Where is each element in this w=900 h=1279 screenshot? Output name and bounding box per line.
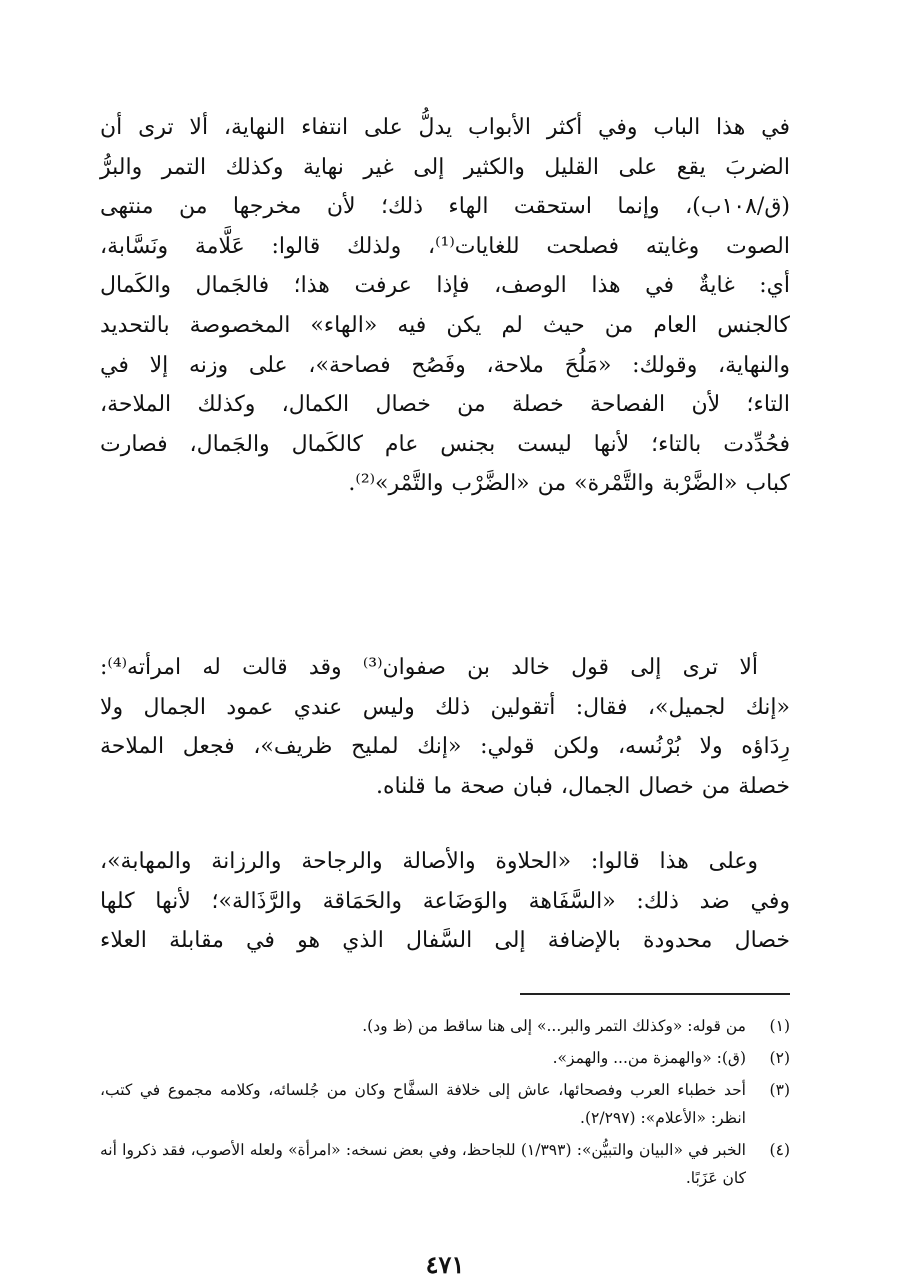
text-line: وعلى هذا قالوا: «الحلاوة والأصالة والرجاحة والرزانة والمهابة»، (100, 849, 758, 874)
text-line: «إنك لجميل»، فقال: أتقولين ذلك وليس عندي عمود الجمال ولا (100, 694, 790, 720)
text-line: ألا ترى إلى قول خالد بن صفوان⁽³⁾ وقد قالت له امرأته⁽⁴⁾: (100, 655, 759, 680)
text-line: في هذا الباب وفي أكثر الأبواب يدلُّ على انتفاء النهاية، ألا ترى أن (100, 115, 790, 140)
text-line: خصلة من خصال الجمال، فبان صحة ما قلناه. (376, 773, 790, 799)
footnote-text: أحد خطباء العرب وفصحائها، عاش إلى خلافة السفَّاح وكان من جُلسائه، وكلامه مجموع في كتب، انظر: «الأعلام»: (٢/٢٩٧). (100, 1081, 746, 1127)
footnotes-section (100, 1012, 790, 1196)
text-line: الصوت وغايته فصلحت للغايات⁽¹⁾، ولذلك قالوا: عَلَّامة ونَسَّابة، (100, 233, 790, 259)
footnote-text: الخبر في «البيان والتبيُّن»: (١/٣٩٣) للجاحظ، وفي بعض نسخه: «امرأة» ولعله الأصوب، فقد ذكروا أنه كان عَزَبًا. (100, 1141, 746, 1187)
body-paragraph-3 (100, 842, 790, 961)
footnote-number: (٣) (769, 1081, 790, 1099)
footnote-2 (100, 1044, 790, 1072)
text-line: (ق/١٠٨ب)، وإنما استحقت الهاء ذلك؛ لأن مخرجها من منتهى (100, 194, 790, 220)
text-line: وفي ضد ذلك: «السَّفَاهة والوَضَاعة والحَمَاقة والرَّذَالة»؛ لأنها كلها (100, 888, 790, 914)
footnote-number: (١) (769, 1017, 790, 1035)
text-line: فحُدِّدت بالتاء؛ لأنها ليست بجنس عام كالكَمال والجَمال، فصارت (100, 431, 790, 457)
footnote-text: (ق): «والهمزة من... والهمز». (552, 1049, 746, 1067)
body-paragraph-2 (100, 648, 790, 806)
footnote-4 (100, 1136, 790, 1192)
text-line: التاء؛ لأن الفصاحة خصلة من خصال الكمال، وكذلك الملاحة، (100, 392, 790, 418)
text-line: كباب «الضَّرْبة والتَّمْرة» من «الضَّرْب والتَّمْر»⁽²⁾. (348, 471, 790, 497)
text-line: والنهاية، وقولك: «مَلُحَ ملاحة، وفَصُح فصاحة»، على وزنه إلا في (100, 352, 790, 378)
body-paragraph-1 (100, 108, 790, 504)
text-line: خصال محدودة بالإضافة إلى السَّفال الذي هو في مقابلة العلاء (100, 928, 790, 954)
text-line: الضربَ يقع على القليل والكثير إلى غير نهاية وكذلك التمر والبرُّ (100, 154, 790, 180)
text-line: كالجنس العام من حيث لم يكن فيه «الهاء» المخصوصة بالتحديد (100, 312, 790, 338)
footnote-number: (٢) (769, 1049, 790, 1067)
footnote-divider (520, 993, 790, 995)
page-number: ٤٧١ (425, 1250, 465, 1279)
text-line: رِدَاؤه ولا بُرْنُسه، ولكن قولي: «إنك لمليح ظريف»، فجعل الملاحة (100, 734, 790, 760)
footnote-1 (100, 1012, 790, 1040)
document-page (100, 100, 790, 1279)
text-line: أي: غايةٌ في هذا الوصف، فإذا عرفت هذا؛ فالجَمال والكَمال (100, 273, 790, 299)
footnote-number: (٤) (769, 1141, 790, 1159)
footnote-3 (100, 1076, 790, 1132)
footnote-text: من قوله: «وكذلك التمر والبر...» إلى هنا ساقط من (ظ ود). (362, 1017, 746, 1035)
